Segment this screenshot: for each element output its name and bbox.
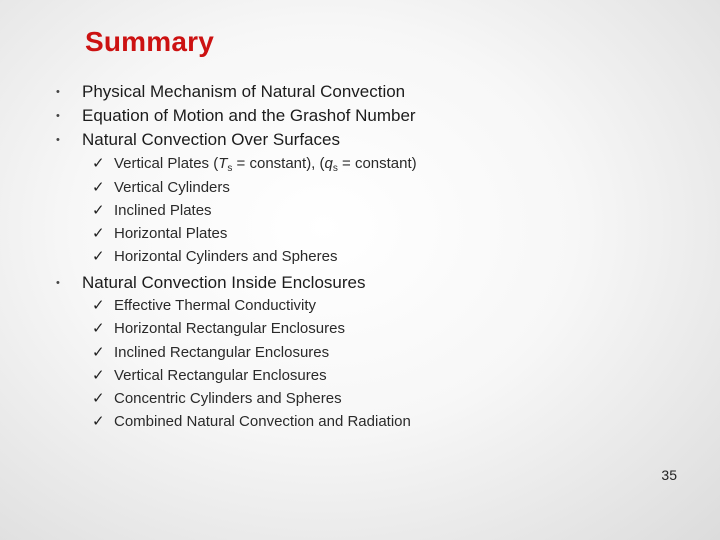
checkmark-icon: ✓ [92, 344, 105, 361]
bullet-marker: • [56, 134, 60, 146]
page-number: 35 [661, 467, 677, 483]
sub-bullet-text: Vertical Plates ($T_s$ = constant), ($q_s$ = constant) [114, 155, 417, 174]
checkmark-icon: ✓ [92, 320, 105, 337]
sub-bullet-text: Concentric Cylinders and Spheres [114, 390, 342, 407]
bullet-text: Equation of Motion and the Grashof Number [82, 106, 416, 125]
sub-bullet-text: Inclined Rectangular Enclosures [114, 344, 330, 361]
sub-bullet-text: Horizontal Rectangular Enclosures [114, 320, 345, 337]
checkmark-icon: ✓ [92, 367, 105, 384]
bullet-text: Natural Convection Inside Enclosures [82, 273, 366, 292]
sub-bullet-text: Vertical Cylinders [114, 179, 230, 196]
bullet-text: Natural Convection Over Surfaces [82, 130, 340, 149]
checkmark-icon: ✓ [92, 390, 105, 407]
checkmark-icon: ✓ [92, 297, 105, 314]
bullet-text: Physical Mechanism of Natural Convection [82, 82, 406, 101]
sub-bullet-text: Combined Natural Convection and Radiation [114, 413, 411, 430]
sub-bullet-text: Inclined Plates [114, 202, 212, 219]
sub-bullet-text: Horizontal Cylinders and Spheres [114, 248, 338, 265]
slide-title: Summary [85, 26, 215, 57]
checkmark-icon: ✓ [92, 202, 105, 219]
sub-bullet-text: Vertical Rectangular Enclosures [114, 367, 327, 384]
bullet-marker: • [56, 277, 60, 289]
bullet-marker: • [56, 86, 60, 98]
checkmark-icon: ✓ [92, 225, 105, 242]
sub-bullet-text: Horizontal Plates [114, 225, 228, 242]
checkmark-icon: ✓ [92, 248, 105, 265]
checkmark-icon: ✓ [92, 179, 105, 196]
bullet-marker: • [56, 110, 60, 122]
sub-bullet-text: Effective Thermal Conductivity [114, 297, 317, 314]
checkmark-icon: ✓ [92, 413, 105, 430]
checkmark-icon: ✓ [92, 155, 105, 172]
